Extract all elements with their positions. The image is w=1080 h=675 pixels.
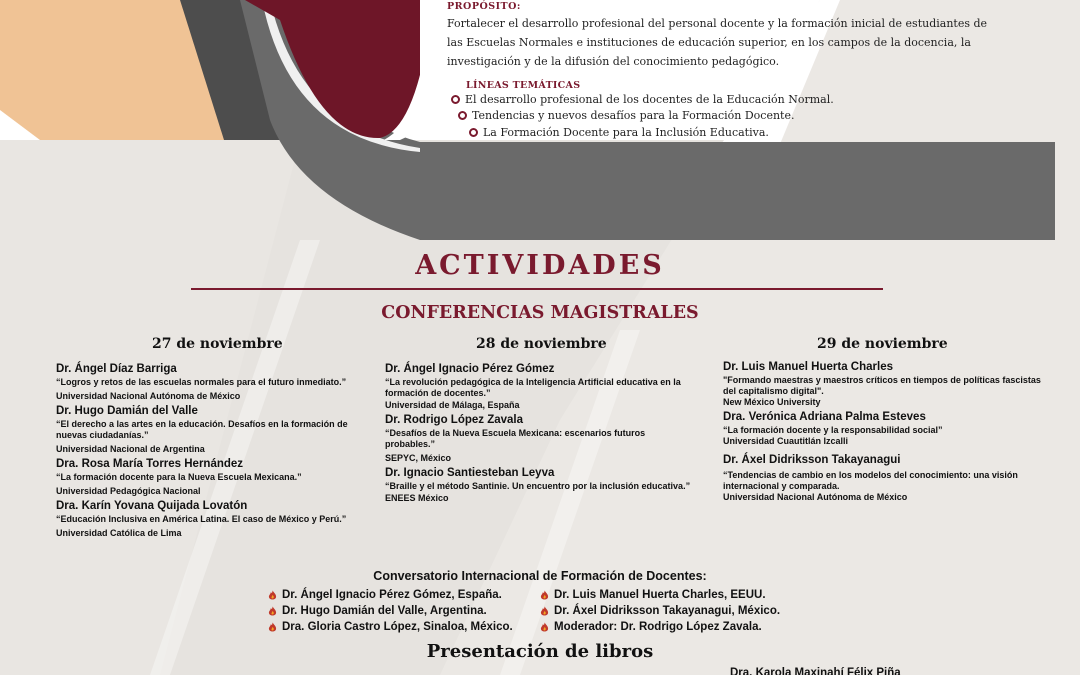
institution: Universidad Cuautitlán Izcalli xyxy=(723,436,849,446)
conversatorio-item xyxy=(540,619,780,635)
speaker-name: Dr. Luis Manuel Huerta Charles xyxy=(723,361,893,373)
day-column-27 xyxy=(56,362,376,541)
participant-name: Dr. Ángel Ignacio Pérez Gómez, España. xyxy=(282,589,502,601)
institution: SEPYC, México xyxy=(385,453,452,463)
day-heading: 29 de noviembre xyxy=(817,336,948,352)
speaker-name: Dr. Hugo Damián del Valle xyxy=(56,405,198,417)
speaker-name: Dr. Áxel Didriksson Takayanagui xyxy=(723,454,901,466)
bullet-icon xyxy=(451,95,460,104)
talk-title: “Tendencias de cambio en los modelos del conocimiento: una visión internacional y comparada. xyxy=(723,470,1018,491)
actividades-title: ACTIVIDADES xyxy=(415,250,665,281)
conversatorio-right-list xyxy=(540,587,780,635)
conversatorio-title: Conversatorio Internacional de Formación de Docentes: xyxy=(373,569,707,583)
talk-title: “La revolución pedagógica de la Inteligencia Artificial educativa en la formación de docentes.” xyxy=(385,377,681,398)
talk-title: “La formación docente para la Nueva Escuela Mexicana.” xyxy=(56,472,302,482)
flame-bullet-icon xyxy=(540,590,549,600)
speaker-name: Dr. Ángel Díaz Barriga xyxy=(56,363,177,375)
speaker-name: Dra. Karín Yovana Quijada Lovatón xyxy=(56,500,248,512)
purpose-label: PROPÓSITO: xyxy=(447,1,521,12)
talk-title: “Desafíos de la Nueva Escuela Mexicana: escenarios futuros probables.” xyxy=(385,428,646,449)
day-heading: 28 de noviembre xyxy=(476,336,607,352)
day-heading: 27 de noviembre xyxy=(152,336,283,352)
conversatorio-item xyxy=(268,619,513,635)
conversatorio-item xyxy=(540,603,780,619)
conversatorio-left-list xyxy=(268,587,513,635)
participant-name: Moderador: Dr. Rodrigo López Zavala. xyxy=(554,621,762,633)
flame-bullet-icon xyxy=(268,622,277,632)
conference-entry xyxy=(723,360,1043,408)
conference-entry xyxy=(385,362,695,411)
flame-bullet-icon xyxy=(540,606,549,616)
purpose-text: Fortalecer el desarrollo profesional del personal docente y la formación inicial de estudiantes de las Escuelas Normales e instituciones de educación superior, en los campos de la docencia, la investigación y de la difusión del conocimiento pedagógico. xyxy=(447,17,988,68)
speaker-name: Dra. Verónica Adriana Palma Esteves xyxy=(723,411,926,423)
talk-title: “El derecho a las artes en la educación. Desafíos en la formación de nuevas ciudadanías.” xyxy=(56,419,348,440)
day-column-28 xyxy=(385,362,695,506)
linea-text: La Formación Docente para la Inclusión Educativa. xyxy=(483,126,769,139)
flame-bullet-icon xyxy=(268,606,277,616)
books-title: Presentación de libros xyxy=(426,641,654,662)
conversatorio-item xyxy=(268,587,513,603)
institution: Universidad Nacional Autónoma de México xyxy=(723,492,908,502)
speaker-name: Dra. Rosa María Torres Hernández xyxy=(56,458,244,470)
conference-entry xyxy=(385,413,695,464)
talk-title: “Braille y el método Santinie. Un encuentro por la inclusión educativa.” xyxy=(385,481,691,491)
participant-name: Dr. Hugo Damián del Valle, Argentina. xyxy=(282,605,487,617)
linea-text: El desarrollo profesional de los docentes de la Educación Normal. xyxy=(465,93,834,106)
conference-entry xyxy=(56,362,376,402)
institution: ENEES México xyxy=(385,493,449,503)
conference-entry xyxy=(723,410,1043,447)
title-divider xyxy=(191,288,883,290)
institution: Universidad Nacional Autónoma de México xyxy=(56,391,241,401)
institution: New México University xyxy=(723,397,821,407)
speaker-name: Dr. Ignacio Santiesteban Leyva xyxy=(385,467,555,479)
bullet-icon xyxy=(458,111,467,120)
speaker-name: Dr. Rodrigo López Zavala xyxy=(385,414,524,426)
speaker-name: Dr. Ángel Ignacio Pérez Gómez xyxy=(385,363,555,375)
talk-title: “Educación Inclusiva en América Latina. El caso de México y Perú.” xyxy=(56,514,347,524)
book-presenter-partial: Dra. Karola Maxinahí Félix Piña xyxy=(730,667,901,675)
conference-entry xyxy=(723,453,1043,503)
institution: Universidad Católica de Lima xyxy=(56,528,182,538)
linea-item xyxy=(451,93,834,106)
day-column-29 xyxy=(723,360,1043,505)
linea-item xyxy=(458,109,794,122)
flame-bullet-icon xyxy=(268,590,277,600)
bullet-icon xyxy=(469,128,478,137)
participant-name: Dr. Áxel Didriksson Takayanagui, México. xyxy=(554,605,781,617)
linea-text: Tendencias y nuevos desafíos para la Formación Docente. xyxy=(472,109,795,122)
linea-item xyxy=(469,126,769,139)
conversatorio-item xyxy=(268,603,513,619)
conversatorio-item xyxy=(540,587,780,603)
institution: Universidad de Málaga, España xyxy=(385,400,520,410)
talk-title: "Formando maestras y maestros críticos en tiempos de políticas fascistas del capitalismo digital". xyxy=(723,375,1041,396)
institution: Universidad Nacional de Argentina xyxy=(56,444,205,454)
institution: Universidad Pedagógica Nacional xyxy=(56,486,201,496)
participant-name: Dr. Luis Manuel Huerta Charles, EEUU. xyxy=(554,589,766,601)
conference-entry xyxy=(56,457,376,497)
flame-bullet-icon xyxy=(540,622,549,632)
participant-name: Dra. Gloria Castro López, Sinaloa, México. xyxy=(282,621,513,633)
talk-title: “La formación docente y la responsabilidad social” xyxy=(723,425,943,435)
conference-entry xyxy=(385,466,695,504)
conference-entry xyxy=(56,499,376,539)
conference-entry xyxy=(56,404,376,455)
talk-title: “Logros y retos de las escuelas normales para el futuro inmediato.” xyxy=(56,377,347,387)
lineas-label: LÍNEAS TEMÁTICAS xyxy=(466,80,581,91)
conferencias-subtitle: CONFERENCIAS MAGISTRALES xyxy=(381,303,699,323)
